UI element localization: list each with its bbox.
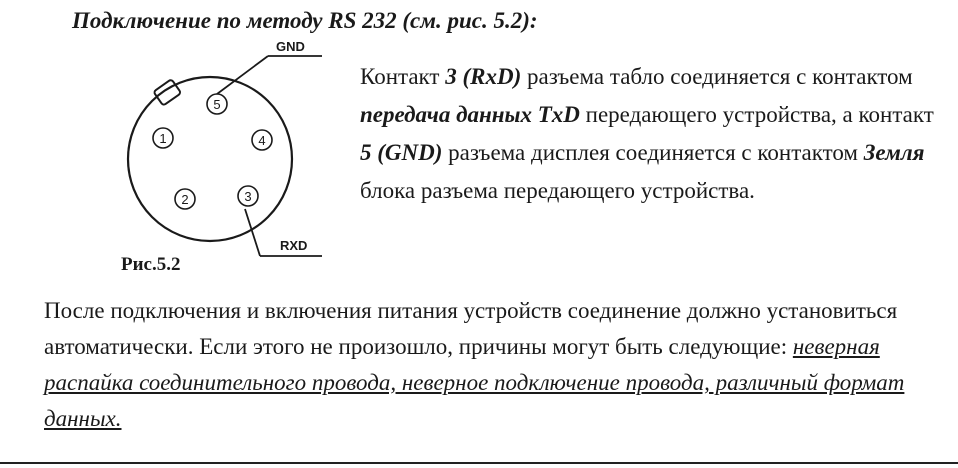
pin-5 (207, 94, 227, 114)
rxd-label: RXD (280, 238, 308, 253)
desc-text-5: блока разъема передающего устройства. (360, 178, 755, 203)
pin-5-number: 5 (213, 97, 221, 112)
connector-pinout-diagram (100, 36, 340, 276)
desc-pin5: 5 (GND) (360, 140, 443, 165)
pin-3 (238, 186, 258, 206)
desc-txd: передача данных TxD (360, 102, 580, 127)
troubleshooting-causes: неверная распайка соединительного провода, неверное подключение провода, различный формат данных. (44, 334, 905, 431)
section-heading: Подключение по методу RS 232 (см. рис. 5.2): (72, 8, 538, 33)
pin-4-number: 4 (258, 133, 266, 148)
pin-4 (252, 130, 272, 150)
pin-2 (175, 189, 195, 209)
pin-2-number: 2 (181, 192, 189, 207)
desc-pin3: 3 (RxD) (445, 64, 522, 89)
desc-text-1: Контакт (360, 64, 446, 89)
figure-caption: Рис.5.2 (121, 254, 181, 275)
gnd-lead (217, 56, 268, 94)
pin-1-number: 1 (159, 131, 167, 146)
connection-description (360, 58, 940, 210)
desc-text-2: разъема табло соединяется с контактом (521, 64, 913, 89)
gnd-label: GND (276, 39, 305, 54)
pin-3-number: 3 (244, 189, 252, 204)
bottom-divider (0, 462, 958, 464)
troubleshooting-text: После подключения и включения питания устройств соединение должно установиться автоматически. Если этого не произошло, причины могут быть следующие: (44, 298, 898, 359)
pin-1 (153, 128, 173, 148)
desc-ground: Земля (863, 140, 925, 165)
desc-text-4: разъема дисплея соединяется с контактом (442, 140, 864, 165)
troubleshooting-paragraph (44, 293, 944, 437)
desc-text-3: передающего устройства, а контакт (579, 102, 934, 127)
